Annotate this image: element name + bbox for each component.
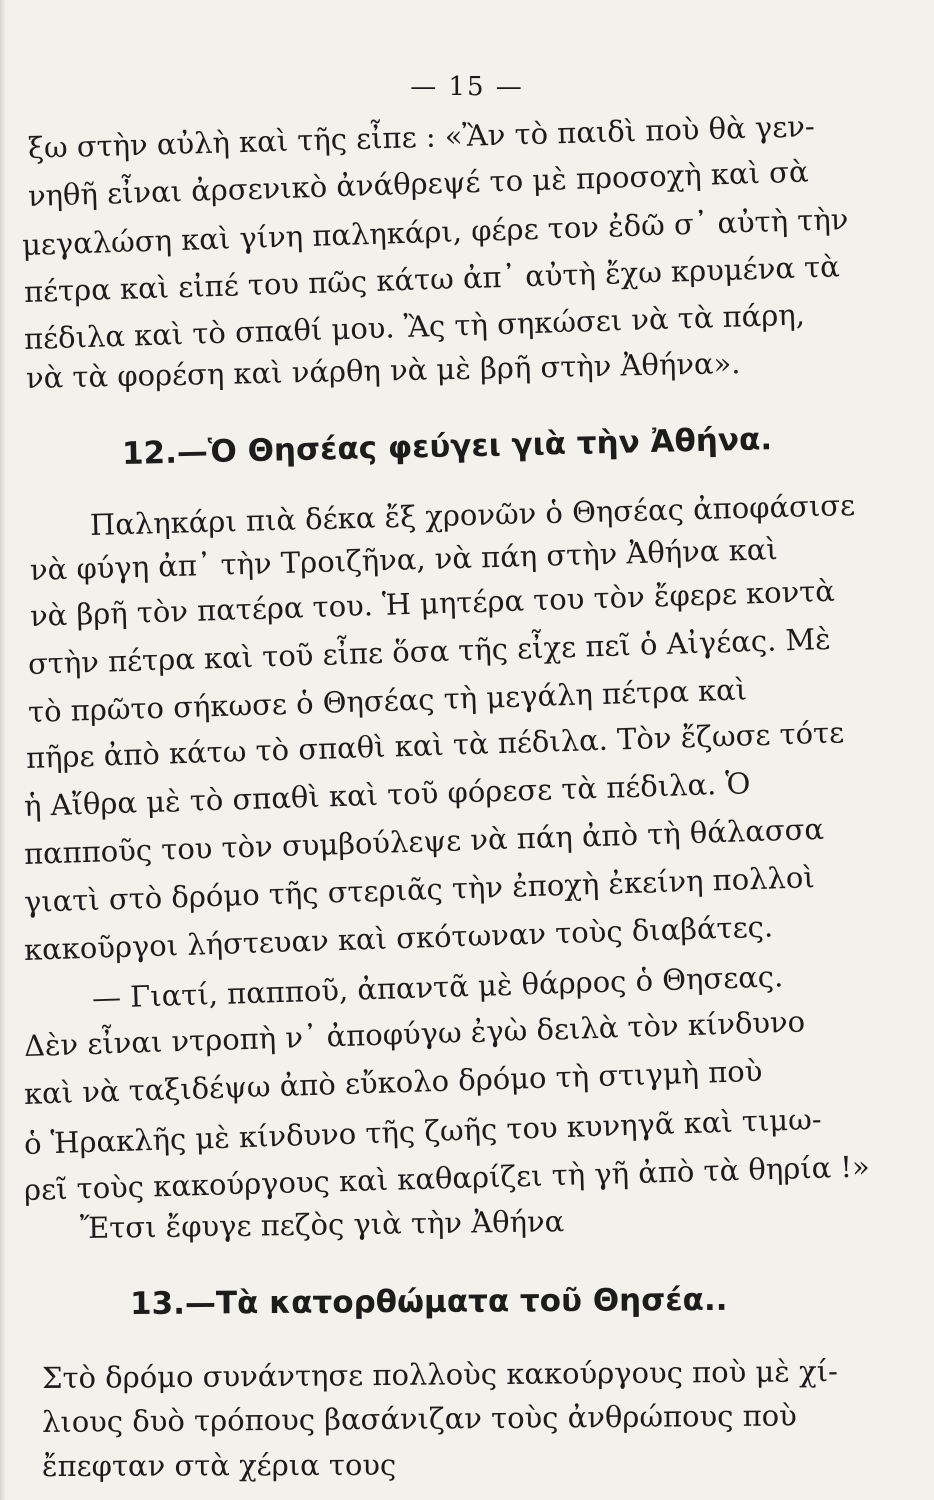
text-line: ρεῖ τοὺς κακούργους καὶ καθαρίζει τὴ γῆ ἀπὸ τὰ θηρία !»	[23, 1149, 871, 1207]
page-edge-shadow	[0, 0, 6, 1500]
text-line: νὰ βρῆ τὸν πατέρα του. Ἡ μητέρα του τὸν ἔφερε κοντὰ	[29, 573, 836, 633]
text-line: ξω στὴν αὐλὴ καὶ τῆς εἶπε : «Ἂν τὸ παιδὶ ποὺ θὰ γεν-	[27, 109, 816, 165]
text-line: γιατὶ στὸ δρόμο τῆς στεριᾶς τὴν ἐποχὴ ἐκείνη πολλοὶ	[23, 860, 816, 919]
text-line: ἡ Αἴθρα μὲ τὸ σπαθὶ καὶ τοῦ φόρεσε τὰ πέδιλα. Ὁ	[23, 766, 751, 823]
text-line: Ἔτσι ἔφυγε πεζὸς γιὰ τὴν Ἀθήνα	[79, 1204, 565, 1245]
text-line: ὁ Ἡρακλῆς μὲ κίνδυνο τῆς ζωῆς του κυνηγᾶ καὶ τιμω-	[23, 1101, 823, 1161]
page-number: — 15 —	[410, 72, 524, 102]
text-line: νὰ τὰ φορέση καὶ νάρθη νὰ μὲ βρῆ στὴν Ἀθήνα».	[25, 346, 741, 395]
text-line: μεγαλώση καὶ γίνη παληκάρι, φέρε τον ἐδῶ σ᾽ αὐτὴ τὴν	[21, 202, 849, 262]
text-line: τὸ πρῶτο σήκωσε ὁ Θησέας τὴ μεγάλη πέτρα καὶ	[27, 672, 748, 729]
text-line: πέδιλα καὶ τὸ σπαθί μου. Ἂς τὴ σηκώσει νὰ τὰ πάρη,	[23, 297, 806, 356]
text-line: Παληκάρι πιὰ δέκα ἔξ χρονῶν ὁ Θησέας ἀποφάσισε	[89, 487, 856, 542]
text-line: κακοῦργοι λήστευαν καὶ σκότωναν τοὺς διαβάτες.	[23, 909, 774, 967]
text-line: νὰ φύγη ἀπ᾽ τὴν Τροιζῆνα, νὰ πάη στὴν Ἀθήνα καὶ	[29, 532, 779, 587]
text-line: καὶ νὰ ταξιδέψω ἀπὸ εὔκολο δρόμο τὴ στιγμὴ ποὺ	[23, 1053, 763, 1111]
section-heading-13: 13.—Τὰ κατορθώματα τοῦ Θησέα..	[129, 1281, 728, 1322]
section-heading-12: 12.—Ὁ Θησέας φεύγει γιὰ τὴν Ἀθήνα.	[121, 421, 773, 472]
text-line: πέτρα καὶ εἰπέ του πῶς κάτω ἀπ᾽ αὐτὴ ἔχω κρυμένα τὰ	[23, 249, 841, 309]
text-line: λιους δυὸ τρόπους βασάνιζαν τοὺς ἀνθρώπους ποὺ	[41, 1398, 797, 1439]
text-line: Δὲν εἶναι ντροπὴ ν᾽ ἀποφύγω ἐγὼ δειλὰ τὸν κίνδυνο	[23, 1004, 806, 1063]
text-line: Στὸ δρόμο συνάντησε πολλοὺς κακούργους ποὺ μὲ χί-	[41, 1354, 838, 1395]
text-line: πῆρε ἀπὸ κάτω τὸ σπαθὶ καὶ τὰ πέδιλα. Τὸν ἔζωσε τότε	[25, 715, 845, 775]
text-line: στὴν πέτρα καὶ τοῦ εἶπε ὅσα τῆς εἶχε πεῖ ὁ Αἰγέας. Μὲ	[27, 621, 832, 681]
text-line: — Γιατί, παπποῦ, ἀπαντᾶ μὲ θάρρος ὁ Θησεας.	[91, 959, 784, 1015]
text-line: ἔπεφταν στὰ χέρια τους	[41, 1447, 397, 1483]
text-line: νηθῆ εἶναι ἀρσενικὸ ἀνάθρεψέ το μὲ προσοχὴ καὶ σὰ	[27, 154, 809, 213]
text-line: παπποῦς του τὸν συμβούλεψε νὰ πάη ἀπὸ τὴ θάλασσα	[23, 811, 825, 871]
